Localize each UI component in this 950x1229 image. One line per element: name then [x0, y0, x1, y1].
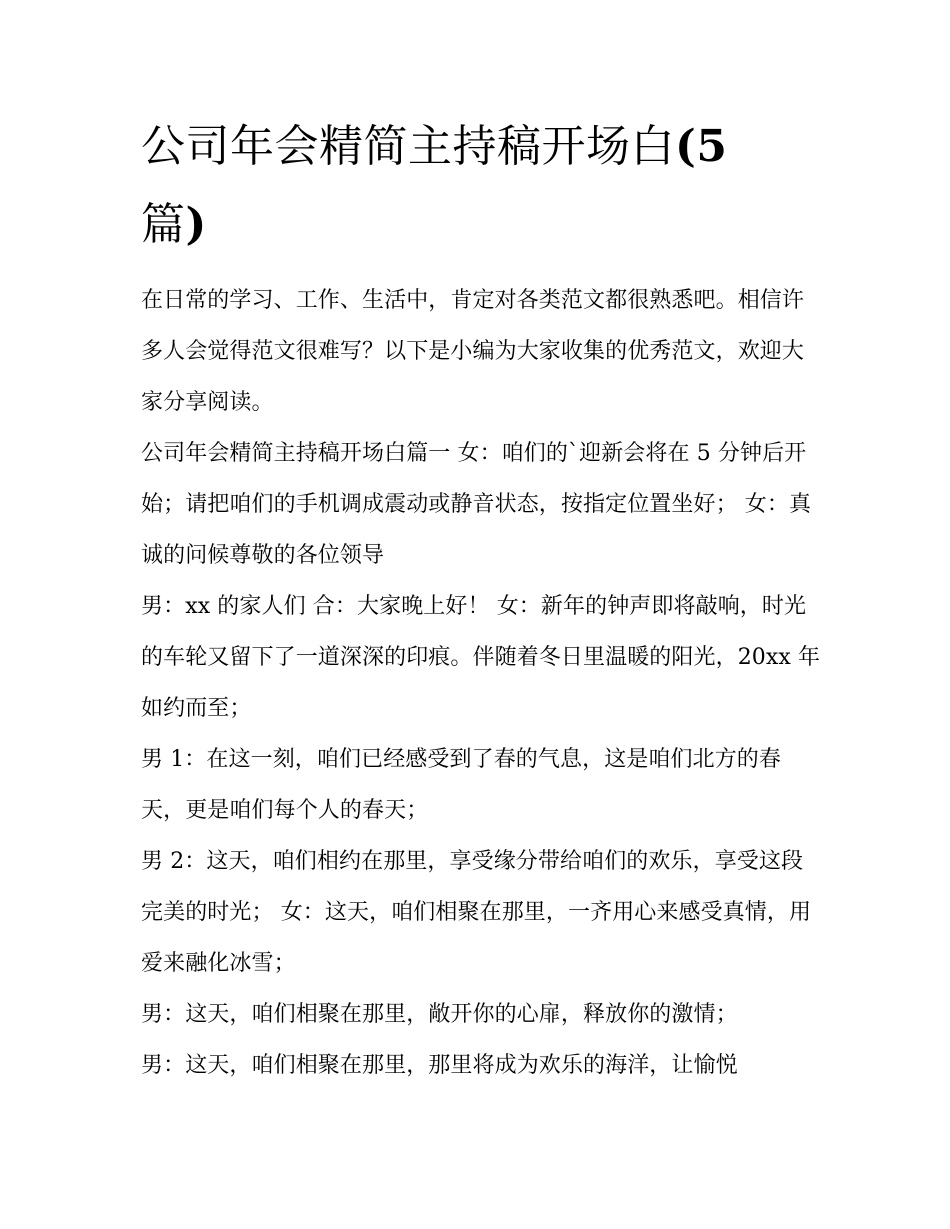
script-paragraph-2: 男：xx 的家人们 合：大家晚上好！ 女：新年的钟声即将敲响，时光的车轮又留下了一道深深的印痕。伴随着冬日里温暖的阳光，20xx 年如约而至； — [141, 594, 821, 721]
title-count-open: (5 — [675, 121, 728, 172]
title-count-close: ) — [185, 199, 207, 250]
document-title — [141, 108, 831, 264]
title-count-word: 篇 — [141, 199, 186, 250]
document-body — [141, 275, 821, 1091]
intro-paragraph: 在日常的学习、工作、生活中，肯定对各类范文都很熟悉吧。相信许多人会觉得范文很难写？以下是小编为大家收集的优秀范文，欢迎大家分享阅读。 — [141, 288, 805, 415]
script-paragraph-6: 男：这天，咱们相聚在那里，那里将成为欢乐的海洋，让愉悦 — [141, 1053, 738, 1078]
script-paragraph-3: 男 1：在这一刻，咱们已经感受到了春的气息，这是咱们北方的春天，更是咱们每个人的春天； — [141, 747, 781, 823]
script-paragraph-5: 男：这天，咱们相聚在那里，敞开你的心扉，释放你的激情； — [141, 1002, 738, 1027]
script-paragraph-1: 公司年会精简主持稿开场白篇一 女：咱们的`迎新会将在 5 分钟后开始；请把咱们的手机调成震动或静音状态，按指定位置坐好； 女：真诚的问候尊敬的各位领导 — [141, 441, 812, 568]
script-paragraph-4: 男 2：这天，咱们相约在那里，享受缘分带给咱们的欢乐，享受这段完美的时光； 女：这天，咱们相聚在那里，一齐用心来感受真情，用爱来融化冰雪； — [141, 849, 812, 976]
title-main-text: 公司年会精简主持稿开场白 — [141, 121, 675, 172]
